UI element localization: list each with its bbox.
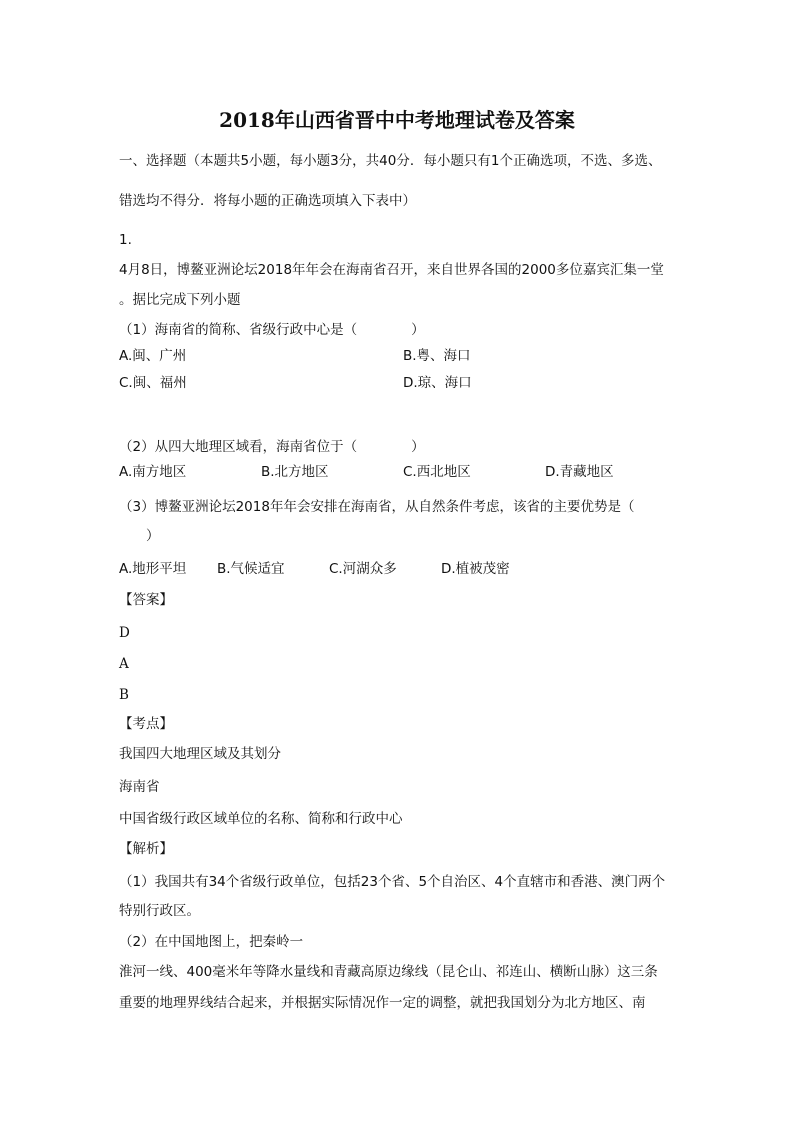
intro-line-1: 4月8日，博鳌亚洲论坛2018年年会在海南省召开，来自世界各国的2000多位嘉宾汇集一堂 — [119, 262, 664, 278]
answer-heading: 【答案】 — [119, 592, 173, 608]
q3-option-b: B.气候适宜 — [217, 561, 285, 577]
page-title: 2018年山西省晋中中考地理试卷及答案 — [219, 108, 575, 132]
jiexi-heading: 【解析】 — [119, 841, 173, 857]
q3-option-d: D.植被茂密 — [441, 561, 510, 577]
answer-3: B — [119, 687, 129, 703]
jiexi-line-1: （1）我国共有34个省级行政单位，包括23个省、5个自治区、4个直辖市和香港、澳门两个 — [119, 874, 666, 890]
q2-stem: （2）从四大地理区域看，海南省位于（ ） — [119, 439, 425, 455]
q1-stem: （1）海南省的简称、省级行政中心是（ ） — [119, 322, 425, 338]
q1-option-d: D.琼、海口 — [403, 375, 472, 391]
jiexi-line-2: 特别行政区。 — [119, 903, 200, 919]
q3-stem-line-1: （3）博鳌亚洲论坛2018年年会安排在海南省，从自然条件考虑，该省的主要优势是（ — [119, 499, 635, 515]
section-instructions-line-2: 错选均不得分．将每小题的正确选项填入下表中） — [119, 193, 416, 209]
kaodian-item-3: 中国省级行政区域单位的名称、简称和行政中心 — [119, 811, 403, 827]
answer-2: A — [119, 656, 129, 672]
q1-option-b: B.粤、海口 — [403, 348, 471, 364]
q3-stem-line-2: ） — [119, 528, 160, 544]
kaodian-heading: 【考点】 — [119, 716, 173, 732]
q3-option-a: A.地形平坦 — [119, 561, 187, 577]
intro-line-2: 。据比完成下列小题 — [119, 292, 241, 308]
q2-option-d: D.青藏地区 — [545, 464, 614, 480]
section-instructions-line-1: 一、选择题（本题共5小题，每小题3分，共40分．每小题只有1个正确选项，不选、多选、 — [119, 153, 662, 169]
q2-option-b: B.北方地区 — [261, 464, 329, 480]
question-number: 1. — [119, 232, 132, 248]
answer-1: D — [119, 625, 130, 641]
kaodian-item-2: 海南省 — [119, 779, 160, 795]
q1-option-c: C.闽、福州 — [119, 375, 187, 391]
kaodian-item-1: 我国四大地理区域及其划分 — [119, 746, 281, 762]
q2-option-a: A.南方地区 — [119, 464, 187, 480]
q1-option-a: A.闽、广州 — [119, 348, 187, 364]
jiexi-line-5: 重要的地理界线结合起来，并根据实际情况作一定的调整，就把我国划分为北方地区、南 — [119, 995, 646, 1011]
jiexi-line-3: （2）在中国地图上，把秦岭一 — [119, 934, 304, 950]
q2-option-c: C.西北地区 — [403, 464, 471, 480]
q3-option-c: C.河湖众多 — [329, 561, 397, 577]
jiexi-line-4: 淮河一线、400毫米年等降水量线和青藏高原边缘线（昆仑山、祁连山、横断山脉）这三条 — [119, 964, 658, 980]
